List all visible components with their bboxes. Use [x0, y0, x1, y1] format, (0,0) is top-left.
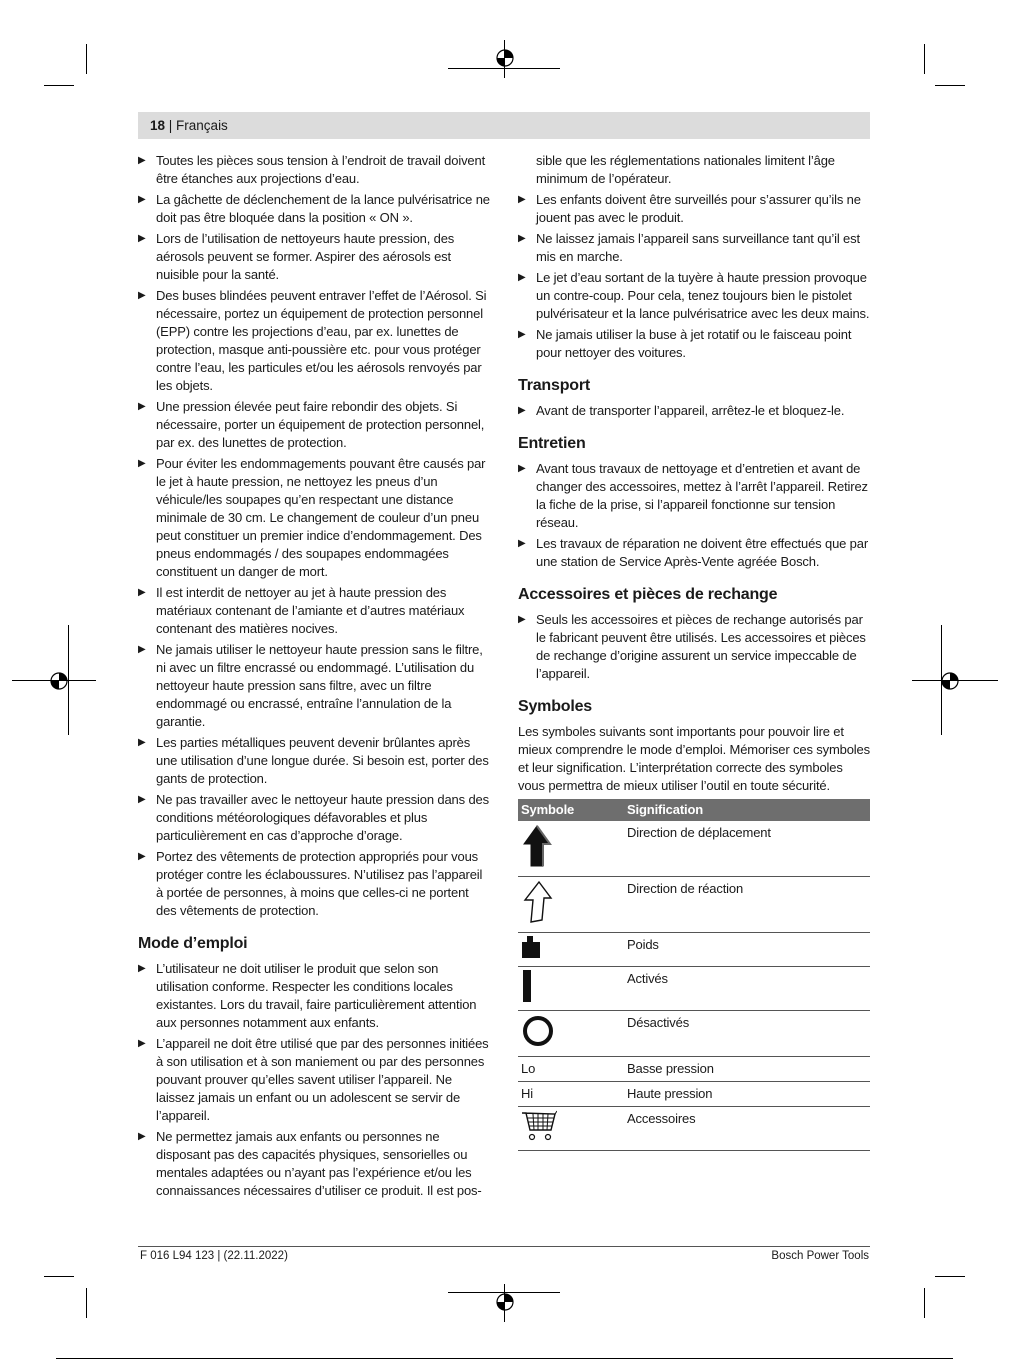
crop-mark — [935, 1276, 965, 1277]
weight-icon — [521, 936, 541, 958]
table-header-meaning: Signification — [624, 799, 870, 821]
crop-mark — [924, 44, 925, 74]
list-item: ▶ La gâchette de déclenchement de la lance pulvérisatrice ne doit pas être bloquée dans la position « ON ». — [138, 191, 492, 227]
table-row — [518, 1011, 870, 1057]
crop-mark — [924, 1288, 925, 1318]
crop-mark — [86, 44, 87, 74]
table-cell-symbol: Lo — [518, 1057, 624, 1082]
list-item: ▶ Les travaux de réparation ne doivent être effectués que par une station de Service Après-Vente agréée Bosch. — [518, 535, 870, 571]
table-cell-meaning: Désactivés — [624, 1011, 870, 1057]
registration-mark-icon — [495, 48, 515, 68]
shopping-cart-icon — [521, 1110, 557, 1142]
list-item: ▶ Lors de l’utilisation de nettoyeurs haute pression, des aérosols peuvent se former. Aspirer des aérosols est nuisible pour la santé. — [138, 230, 492, 284]
registration-mark-icon — [49, 671, 69, 691]
accessoires-heading: Accessoires et pièces de rechange — [518, 586, 778, 603]
header-language: Français — [176, 118, 228, 133]
table-cell-meaning: Poids — [624, 933, 870, 967]
list-item: ▶ Portez des vêtements de protection appropriés pour vous protéger contre les éclaboussures. N’utilisez pas l’appareil à portée de personnes, à moins que celles-ci ne portent des vêtements de protection. — [138, 848, 492, 920]
registration-mark-icon — [495, 1292, 515, 1312]
table-row — [518, 933, 870, 967]
table-row — [518, 967, 870, 1011]
table-cell-meaning: Direction de réaction — [624, 877, 870, 933]
page-header — [138, 112, 870, 139]
registration-mark-icon — [940, 671, 960, 691]
left-column — [138, 152, 492, 1203]
table-cell-symbol: Hi — [518, 1082, 624, 1107]
table-row — [518, 821, 870, 877]
list-item: ▶ Les parties métalliques peuvent devenir brûlantes après une utilisation d’une longue durée. Si besoin est, porter des gants de protection. — [138, 734, 492, 788]
table-row — [518, 1082, 870, 1107]
list-item: ▶ Les enfants doivent être surveillés pour s’assurer qu’ils ne jouent pas avec le produit. — [518, 191, 870, 227]
list-item: ▶ Le jet d’eau sortant de la tuyère à haute pression provoque un contre-coup. Pour cela, tenez toujours bien le pistolet pulvérisateur et la lance pulvérisatrice avec les deux mains. — [518, 269, 870, 323]
list-item: ▶ Une pression élevée peut faire rebondir des objets. Si nécessaire, porter un équipement de protection personnel, par ex. des lunettes de protection. — [138, 398, 492, 452]
right-column — [518, 152, 870, 1151]
table-cell-meaning: Basse pression — [624, 1057, 870, 1082]
mode-emploi-list — [138, 960, 492, 1200]
transport-list — [518, 402, 870, 420]
accessoires-list — [518, 611, 870, 683]
list-item-continuation: sible que les réglementations nationales limitent l’âge minimum de l’opérateur. — [536, 153, 835, 186]
table-header-symbol: Symbole — [518, 799, 624, 821]
symboles-intro: Les symboles suivants sont importants pour pouvoir lire et mieux comprendre le mode d’emploi. Mémoriser ces symboles et leur signification. L’interprétation correcte des symboles vous permettra de mieux utiliser l’outil en toute sécurité. — [518, 724, 870, 793]
on-bar-icon — [521, 970, 533, 1002]
filled-up-arrow-icon — [521, 824, 553, 868]
list-item: ▶ Il est interdit de nettoyer au jet à haute pression des matériaux contenant de l’amiante et d’autres matériaux contenant des matières nocives. — [138, 584, 492, 638]
outline-up-arrow-icon — [521, 880, 553, 924]
list-item: ▶ Seuls les accessoires et pièces de rechange autorisés par le fabricant peuvent être utilisés. Les accessoires et pièces de rechange d’origine assurent un service impeccable de l’appareil. — [518, 611, 870, 683]
table-cell-meaning: Direction de déplacement — [624, 821, 870, 877]
off-circle-icon — [521, 1014, 555, 1048]
list-item: ▶ Des buses blindées peuvent entraver l’effet de l’Aérosol. Si nécessaire, portez un équipement de protection personnel (EPP) contre les projections d’eau, par ex. lunettes de protection, masque anti-poussière etc. pour vous protéger contre l’eau, les particules et/ou les aérosols renvoyés par les objets. — [138, 287, 492, 395]
crop-mark — [935, 85, 965, 86]
list-item: ▶ L’appareil ne doit être utilisé que par des personnes initiées à son utilisation et à son maniement ou par des personnes pouvant prouver qu’elles savent utiliser l’appareil. Ne laissez jamais un enfant ou un adolescent se servir de l’appareil. — [138, 1035, 492, 1125]
transport-heading: Transport — [518, 377, 590, 394]
safety-list — [138, 152, 492, 920]
crop-mark — [44, 85, 74, 86]
header-separator: | — [165, 118, 177, 133]
table-cell-meaning: Haute pression — [624, 1082, 870, 1107]
list-item: ▶ Avant tous travaux de nettoyage et d’entretien et avant de changer des accessoires, mettez à l’arrêt l’appareil. Retirez la fiche de la prise, si l’appareil fonctionne sur tension réseau. — [518, 460, 870, 532]
crop-mark — [86, 1288, 87, 1318]
list-item: ▶ Ne pas travailler avec le nettoyeur haute pression dans des conditions météorologiques défavorables et plus particulièrement en cas d’approche d’orage. — [138, 791, 492, 845]
list-item: ▶ Avant de transporter l’appareil, arrêtez-le et bloquez-le. — [518, 402, 870, 420]
symbol-table — [518, 799, 870, 1151]
table-row — [518, 877, 870, 933]
table-row — [518, 1107, 870, 1151]
table-cell-meaning: Accessoires — [624, 1107, 870, 1151]
list-item: ▶ Pour éviter les endommagements pouvant être causés par le jet à haute pression, ne nettoyez les pneus d’un véhicule/les soupapes qu’en respectant une distance minimale de 30 cm. Le changement de couleur d’un pneu peut constituer un premier indice d’endommagement. Des pneus endommagés / des soupapes endommagées constituent un danger de mort. — [138, 455, 492, 581]
list-item: ▶ Ne permettez jamais aux enfants ou personnes ne disposant pas des capacités physiques, sensorielles ou mentales adaptées ou n’ayant pas l’expérience et/ou les connaissances nécessaires d’utiliser ce produit. Il est pos- — [138, 1128, 492, 1200]
mode-emploi-heading: Mode d’emploi — [138, 935, 248, 952]
list-item: ▶ Ne jamais utiliser la buse à jet rotatif ou le faisceau point pour nettoyer des voitures. — [518, 326, 870, 362]
list-item: ▶ Toutes les pièces sous tension à l’endroit de travail doivent être étanches aux projections d’eau. — [138, 152, 492, 188]
symboles-heading: Symboles — [518, 698, 592, 715]
list-item: ▶ L’utilisateur ne doit utiliser le produit que selon son utilisation conforme. Respecter les conditions locales existantes. Lors du travail, faire particulièrement attention aux personnes notamment aux enfants. — [138, 960, 492, 1032]
footer-brand: Bosch Power Tools — [771, 1250, 869, 1262]
entretien-list — [518, 460, 870, 571]
continued-list — [518, 152, 870, 362]
entretien-heading: Entretien — [518, 435, 586, 452]
list-item: ▶ Ne laissez jamais l’appareil sans surveillance tant qu’il est mis en marche. — [518, 230, 870, 266]
table-cell-meaning: Activés — [624, 967, 870, 1011]
page-number: 18 — [150, 118, 166, 133]
bottom-rule — [56, 1358, 953, 1359]
list-item: ▶ Ne jamais utiliser le nettoyeur haute pression sans le filtre, ni avec un filtre encrassé ou endommagé. L’utilisation du nettoyeur haute pression sans filtre, avec un filtre endommagé ou encrassé, entraîne l’annulation de la garantie. — [138, 641, 492, 731]
table-row — [518, 1057, 870, 1082]
crop-mark — [44, 1276, 74, 1277]
footer-rule — [138, 1246, 870, 1247]
footer-doc-id: F 016 L94 123 | (22.11.2022) — [140, 1250, 288, 1262]
